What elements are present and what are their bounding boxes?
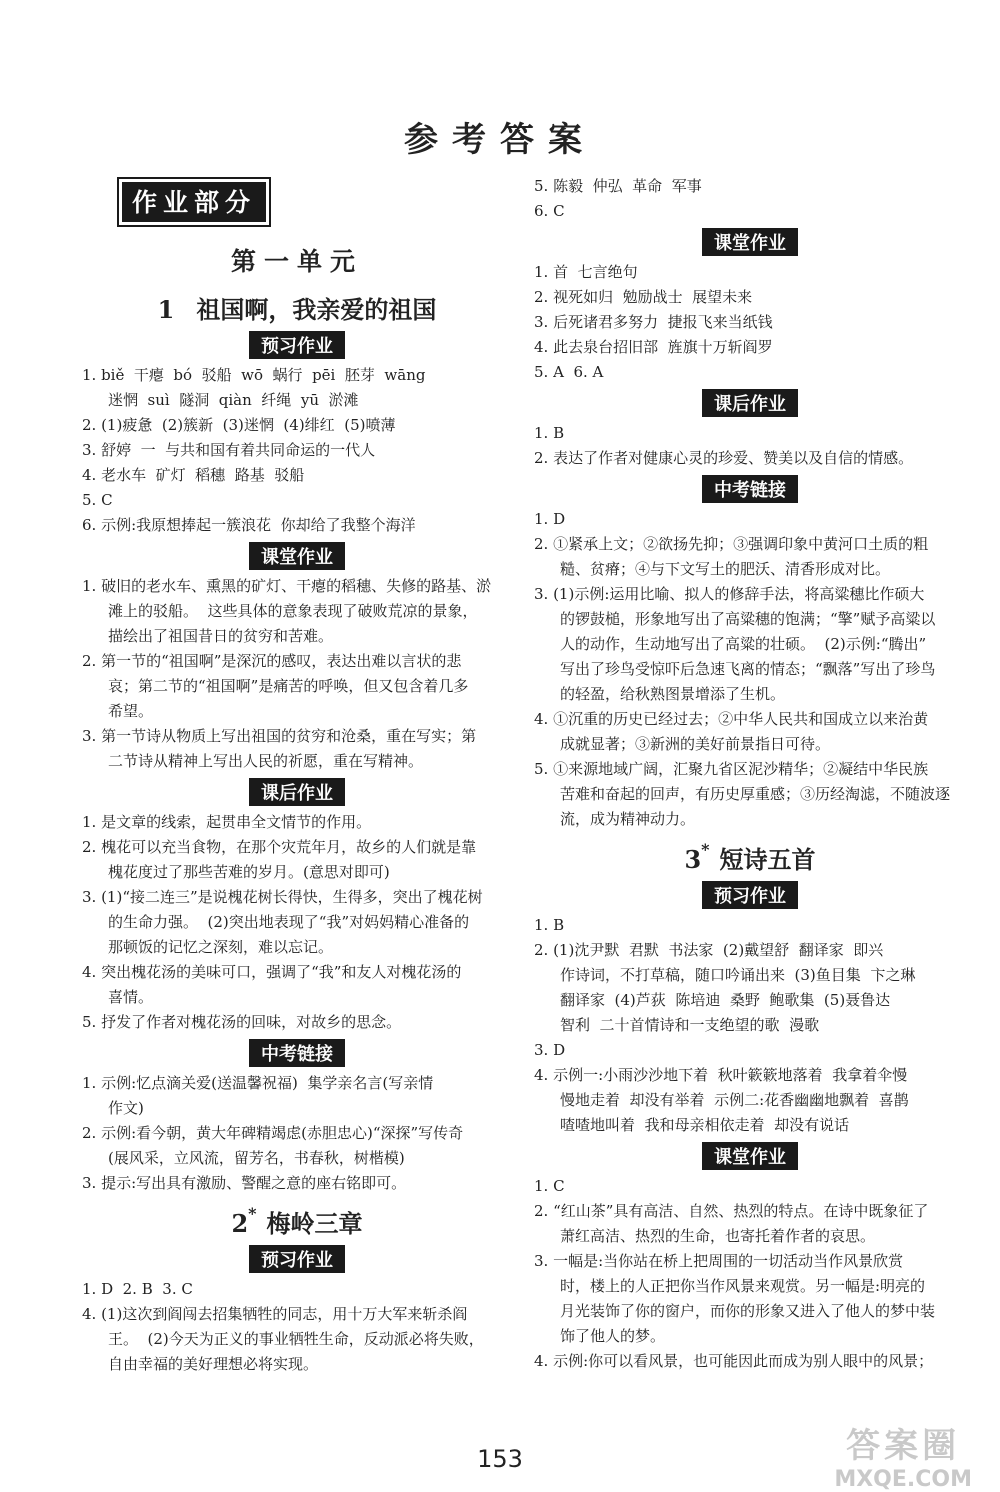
answer-line: 萧红高洁、热烈的生命，也寄托着作者的哀思。 [560, 1227, 876, 1245]
answer-line: 苦难和奋起的回声，有历史厚重感；③历经淘滤，不随波逐 [560, 785, 951, 803]
answer-line: 4. 示例一:小雨沙沙地下着 秋叶簌簌地落着 我拿着伞慢 [534, 1066, 908, 1084]
answer-line: 1. biě 干瘪 bó 驳船 wō 蜗行 pēi 胚芽 wāng [82, 366, 426, 384]
answer-line: 2. “红山茶”具有高洁、自然、热烈的特点。在诗中既象征了 [534, 1202, 929, 1220]
watermark-logo-text: 答案圈 [846, 1426, 961, 1466]
answer-line: 饰了他人的梦。 [560, 1327, 666, 1345]
lesson-2-title [82, 1204, 512, 1239]
answer-line: 翻译家 (4)芦荻 陈培迪 桑野 鲍歌集 (5)聂鲁达 [560, 991, 891, 1009]
answer-line: 3. 后死诸君多努力 捷报飞来当纸钱 [534, 313, 773, 331]
left-column [82, 174, 512, 1377]
watermark [834, 1418, 972, 1492]
answer-line: 4. 突出槐花汤的美味可口，强调了“我”和友人对槐花汤的 [82, 963, 462, 981]
answer-line: 3. 提示:写出具有激励、警醒之意的座右铭即可。 [82, 1174, 407, 1192]
lesson-name: 短诗五首 [719, 845, 816, 874]
answer-line: 时，楼上的人正把你当作风景来观赏。另一幅是:明亮的 [560, 1277, 926, 1295]
answer-line: 5. 抒发了作者对槐花汤的回味，对故乡的思念。 [82, 1013, 402, 1031]
answer-line: 迷惘 suì 隧洞 qiàn 纤绳 yū 淤滩 [108, 391, 359, 409]
answer-line: 的轻盈，给秋熟图景增添了生机。 [560, 685, 786, 703]
answer-line: 4. 老水车 矿灯 稻穗 路基 驳船 [82, 466, 305, 484]
section-class-1: 课堂作业 [249, 542, 345, 570]
lesson-number: 1 [157, 295, 175, 324]
answer-line: (展风采，立风流，留芳名，书春秋，树楷模) [108, 1149, 405, 1167]
answer-line: 3. 舒婷 一 与共和国有着共同命运的一代人 [82, 441, 376, 459]
answer-line: 2. ①紧承上文；②欲扬先抑；③强调印象中黄河口土质的粗 [534, 535, 929, 553]
answer-line: 的锣鼓槌，形象地写出了高粱穗的饱满；“擎”赋予高粱以 [560, 610, 936, 628]
lesson-3-title [534, 840, 966, 875]
answer-line: 4. (1)这次到阎闯去招集牺牲的同志，用十万大军来斩杀阎 [82, 1305, 468, 1323]
lesson-name: 梅岭三章 [266, 1209, 363, 1238]
answers-l2-class [534, 260, 966, 385]
answer-line: 1. C [534, 1177, 565, 1195]
answer-line: 3. (1)“接二连三”是说槐花树长得快，生得多，突出了槐花树 [82, 888, 483, 906]
section-preview-1: 预习作业 [249, 331, 345, 359]
answer-line: 写出了珍鸟受惊吓后急速飞离的情态；“飘落”写出了珍鸟 [560, 660, 936, 678]
answers-l3-preview [534, 913, 966, 1138]
answer-line: 1. 首 七言绝句 [534, 263, 638, 281]
answer-line: 描绘出了祖国昔日的贫穷和苦难。 [108, 627, 334, 645]
answer-line: 3. (1)示例:运用比喻、拟人的修辞手法，将高粱穗比作硕大 [534, 585, 925, 603]
page-number: 153 [477, 1445, 523, 1473]
section-class-2: 课堂作业 [702, 228, 798, 256]
unit-title: 第一单元 [230, 247, 363, 276]
answer-line: 2. (1)疲惫 (2)簇新 (3)迷惘 (4)绯红 (5)喷薄 [82, 416, 396, 434]
answer-line: 月光装饰了你的窗户，而你的形象又进入了他人的梦中装 [560, 1302, 936, 1320]
section-after-2: 课后作业 [702, 389, 798, 417]
answer-line: 5. A 6. A [534, 363, 604, 381]
answer-line: 1. 示例:忆点滴关爱(送温馨祝福) 集学亲名言(写亲情 [82, 1074, 434, 1092]
answer-line: 槐花度过了那些苦难的岁月。(意思对即可) [108, 863, 390, 881]
answer-line: 那顿饭的记忆之深刻，难以忘记。 [108, 938, 334, 956]
answer-line: 4. 此去泉台招旧部 旌旗十万斩阎罗 [534, 338, 773, 356]
answer-line: 成就显著；③新洲的美好前景指日可待。 [560, 735, 831, 753]
answer-line: 智利 二十首情诗和一支绝望的歌 漫歌 [560, 1016, 820, 1034]
section-preview-2: 预习作业 [249, 1245, 345, 1273]
answer-line: 人的动作，生动地写出了高粱的壮硕。 (2)示例:“腾出” [560, 635, 927, 653]
watermark-url: MXQE.COM [834, 1467, 972, 1492]
answer-line: 2. 表达了作者对健康心灵的珍爱、赞美以及自信的情感。 [534, 449, 914, 467]
right-column [534, 174, 966, 1374]
answer-line: 的生命力强。 (2)突出地表现了“我”对妈妈精心准备的 [108, 913, 470, 931]
answer-line: 4. 示例:你可以看风景，也可能因此而成为别人眼中的风景； [534, 1352, 934, 1370]
answer-line: 2. 槐花可以充当食物，在那个灾荒年月，故乡的人们就是靠 [82, 838, 477, 856]
lesson-star: * [701, 840, 710, 859]
answers-l1-exam [82, 1071, 512, 1196]
section-exam-1: 中考链接 [249, 1039, 345, 1067]
page-title: 参考答案 [404, 120, 596, 160]
answer-line: 糙、贫瘠；④与下文写土的肥沃、清香形成对比。 [560, 560, 891, 578]
answer-line: 1. B [534, 424, 565, 442]
answer-line: 喜情。 [108, 988, 154, 1006]
answer-line: 2. 视死如归 勉励战士 展望未来 [534, 288, 753, 306]
answer-line: 3. 一幅是:当你站在桥上把周围的一切活动当作风景欣赏 [534, 1252, 904, 1270]
answers-l2-after [534, 421, 966, 471]
answers-l2-preview [82, 1277, 512, 1377]
answers-l3-class [534, 1174, 966, 1374]
lesson-1-title [82, 290, 512, 325]
answer-line: 自由幸福的美好理想必将实现。 [108, 1355, 319, 1373]
answers-l1-class [82, 574, 512, 774]
answer-line: 作诗词，不打草稿，随口吟诵出来 (3)鱼目集 卞之琳 [560, 966, 916, 984]
part-label: 作业部分 [122, 182, 266, 222]
section-preview-3: 预习作业 [702, 881, 798, 909]
answer-line: 1. 破旧的老水车、熏黑的矿灯、干瘪的稻穗、失修的路基、淤 [82, 577, 492, 595]
answer-line: 二节诗从精神上写出人民的祈愿，重在写精神。 [108, 752, 424, 770]
lesson-number: 3 [684, 845, 702, 874]
answer-line: 王。 (2)今天为正义的事业牺牲生命，反动派必将失败， [108, 1330, 484, 1348]
answer-line: 1. D 2. B 3. C [82, 1280, 193, 1298]
section-exam-2: 中考链接 [702, 475, 798, 503]
answer-line: 3. D [534, 1041, 566, 1059]
answer-line: 5. ①来源地域广阔，汇聚九省区泥沙精华；②凝结中华民族 [534, 760, 929, 778]
answer-line: 滩上的驳船。 这些具体的意象表现了破败荒凉的景象， [108, 602, 478, 620]
answer-line: 2. (1)沈尹默 君默 书法家 (2)戴望舒 翻译家 即兴 [534, 941, 884, 959]
answer-line: 流，成为精神动力。 [560, 810, 696, 828]
answer-line: 5. 陈毅 仲弘 革命 军事 [534, 177, 702, 195]
answers-l2-exam [534, 507, 966, 832]
answer-line: 4. ①沉重的历史已经过去；②中华人民共和国成立以来治黄 [534, 710, 929, 728]
answers-l2-top [534, 174, 966, 224]
answer-line: 慢地走着 却没有举着 示例二:花香幽幽地飘着 喜鹊 [560, 1091, 909, 1109]
answer-line: 希望。 [108, 702, 154, 720]
answer-line: 2. 第一节的“祖国啊”是深沉的感叹，表达出难以言状的悲 [82, 652, 462, 670]
answer-line: 1. D [534, 510, 566, 528]
answer-line: 2. 示例:看今朝，黄大年碑精竭虑(赤胆忠心)“深探”写传奇 [82, 1124, 464, 1142]
answer-line: 6. C [534, 202, 565, 220]
answer-line: 哀；第二节的“祖国啊”是痛苦的呼唤，但又包含着几多 [108, 677, 469, 695]
answer-line: 喳喳地叫着 我和母亲相依走着 却没有说话 [560, 1116, 850, 1134]
lesson-name: 祖国啊，我亲爱的祖国 [196, 295, 437, 324]
lesson-number: 2 [231, 1209, 249, 1238]
lesson-star: * [248, 1204, 257, 1223]
answer-line: 3. 第一节诗从物质上写出祖国的贫穷和沧桑，重在写实；第 [82, 727, 477, 745]
answer-line: 6. 示例:我原想捧起一簇浪花 你却给了我整个海洋 [82, 516, 416, 534]
answer-line: 1. 是文章的线索，起贯串全文情节的作用。 [82, 813, 372, 831]
answer-line: 作文) [108, 1099, 144, 1117]
answer-line: 1. B [534, 916, 565, 934]
section-class-3: 课堂作业 [702, 1142, 798, 1170]
answers-l1-preview [82, 363, 512, 538]
answer-line: 5. C [82, 491, 113, 509]
answers-l1-after [82, 810, 512, 1035]
section-after-1: 课后作业 [249, 778, 345, 806]
